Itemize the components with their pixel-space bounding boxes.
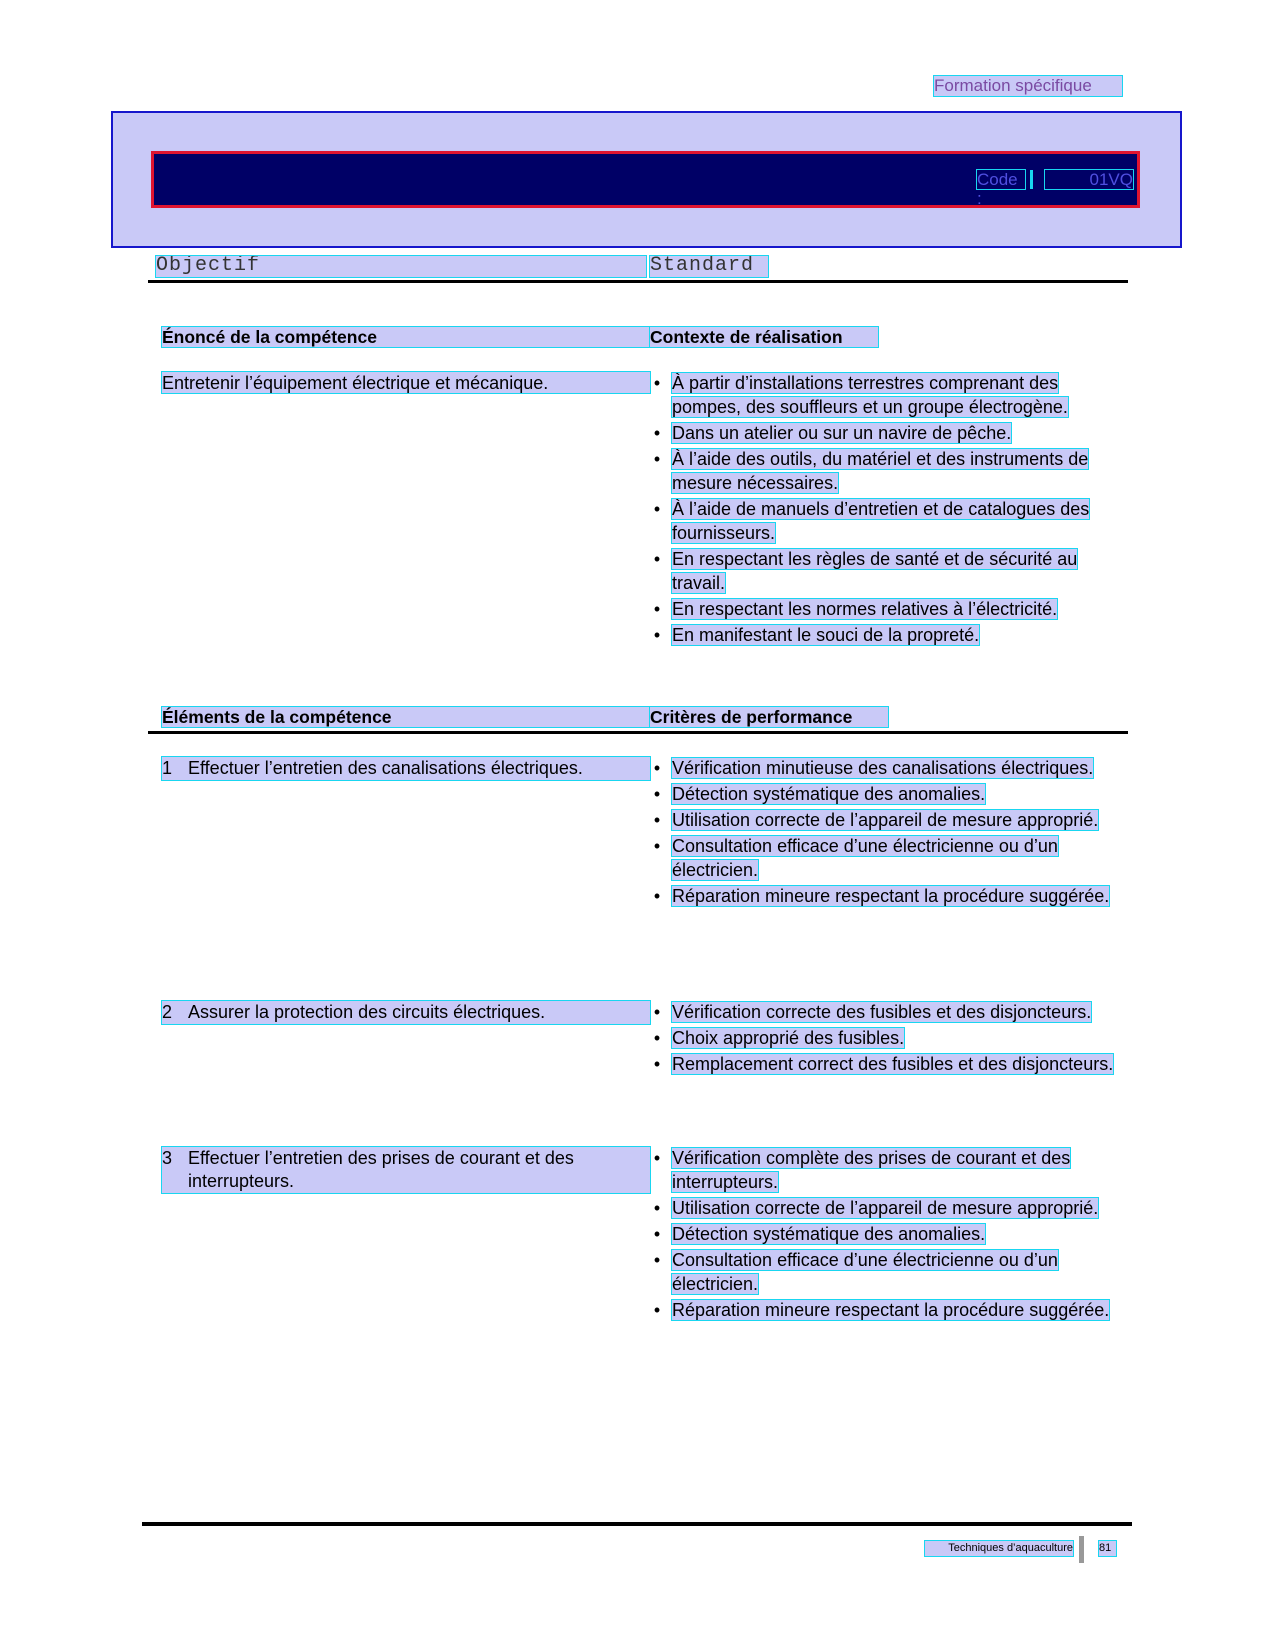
context-item: • En respectant les normes relatives à l’électricité.	[653, 599, 1058, 619]
context-heading: Contexte de réalisation	[650, 327, 878, 347]
criterion-item: • Réparation mineure respectant la procédure suggérée.	[653, 886, 1110, 906]
criterion-item: • Utilisation correcte de l’appareil de mesure approprié.	[653, 810, 1099, 830]
header-rule	[148, 280, 1128, 283]
criterion-item: • Détection systématique des anomalies.	[653, 784, 986, 804]
standard-title: Standard	[650, 256, 768, 277]
elements-heading: Éléments de la compétence	[162, 707, 650, 727]
criteria-list	[650, 756, 1118, 910]
program-label: Formation spécifique	[934, 76, 1122, 96]
context-item: • À l’aide de manuels d’entretien et de catalogues des fournisseurs.	[653, 499, 1090, 543]
element-text: Effectuer l’entretien des canalisations électriques.	[188, 758, 583, 778]
competency-element	[162, 1001, 650, 1024]
context-item: • En respectant les règles de santé et de sécurité au travail.	[653, 549, 1078, 593]
context-item: • À l’aide des outils, du matériel et des instruments de mesure nécessaires.	[653, 449, 1089, 493]
criterion-item: • Détection systématique des anomalies.	[653, 1224, 986, 1244]
element-text: Assurer la protection des circuits électriques.	[188, 1002, 546, 1022]
elements-rule	[148, 731, 1128, 734]
context-list	[650, 371, 1118, 649]
element-number: 2	[162, 1002, 173, 1022]
competency-statement: Entretenir l’équipement électrique et mécanique.	[162, 372, 650, 393]
competency-element	[162, 757, 650, 780]
objective-title: Objectif	[156, 256, 646, 277]
footer-program-name: Techniques d’aquaculture	[925, 1541, 1073, 1556]
page-number: 81	[1099, 1541, 1116, 1556]
element-text: Effectuer l’entretien des prises de courant et des interrupteurs.	[188, 1148, 574, 1191]
code-label: Code :	[977, 170, 1025, 189]
context-item: • En manifestant le souci de la propreté.	[653, 625, 980, 645]
criterion-item: • Choix approprié des fusibles.	[653, 1028, 905, 1048]
element-number: 1	[162, 758, 173, 778]
criterion-item: • Remplacement correct des fusibles et des disjoncteurs.	[653, 1054, 1114, 1074]
criterion-item: • Vérification minutieuse des canalisations électriques.	[653, 758, 1094, 778]
element-number: 3	[162, 1148, 173, 1168]
criterion-item: • Consultation efficace d’une électricienne ou d’un électricien.	[653, 1250, 1058, 1294]
footer-rule	[142, 1522, 1132, 1526]
criteria-list	[650, 1000, 1118, 1078]
context-item: • Dans un atelier ou sur un navire de pêche.	[653, 423, 1012, 443]
code-value: 01VQ	[1045, 170, 1133, 189]
criterion-item: • Réparation mineure respectant la procédure suggérée.	[653, 1300, 1110, 1320]
criterion-item: • Consultation efficace d’une électricienne ou d’un électricien.	[653, 836, 1058, 880]
criterion-item: • Vérification correcte des fusibles et des disjoncteurs.	[653, 1002, 1092, 1022]
criterion-item: • Vérification complète des prises de courant et des interrupteurs.	[653, 1148, 1071, 1192]
criteria-heading: Critères de performance	[650, 707, 888, 727]
criteria-list	[650, 1146, 1118, 1324]
footer-separator	[1079, 1536, 1084, 1563]
competency-element	[162, 1147, 650, 1193]
code-separator	[1030, 170, 1033, 189]
statement-heading: Énoncé de la compétence	[162, 327, 650, 347]
context-item: • À partir d’installations terrestres comprenant des pompes, des souffleurs et un groupe électrogène.	[653, 373, 1068, 417]
criterion-item: • Utilisation correcte de l’appareil de mesure approprié.	[653, 1198, 1099, 1218]
